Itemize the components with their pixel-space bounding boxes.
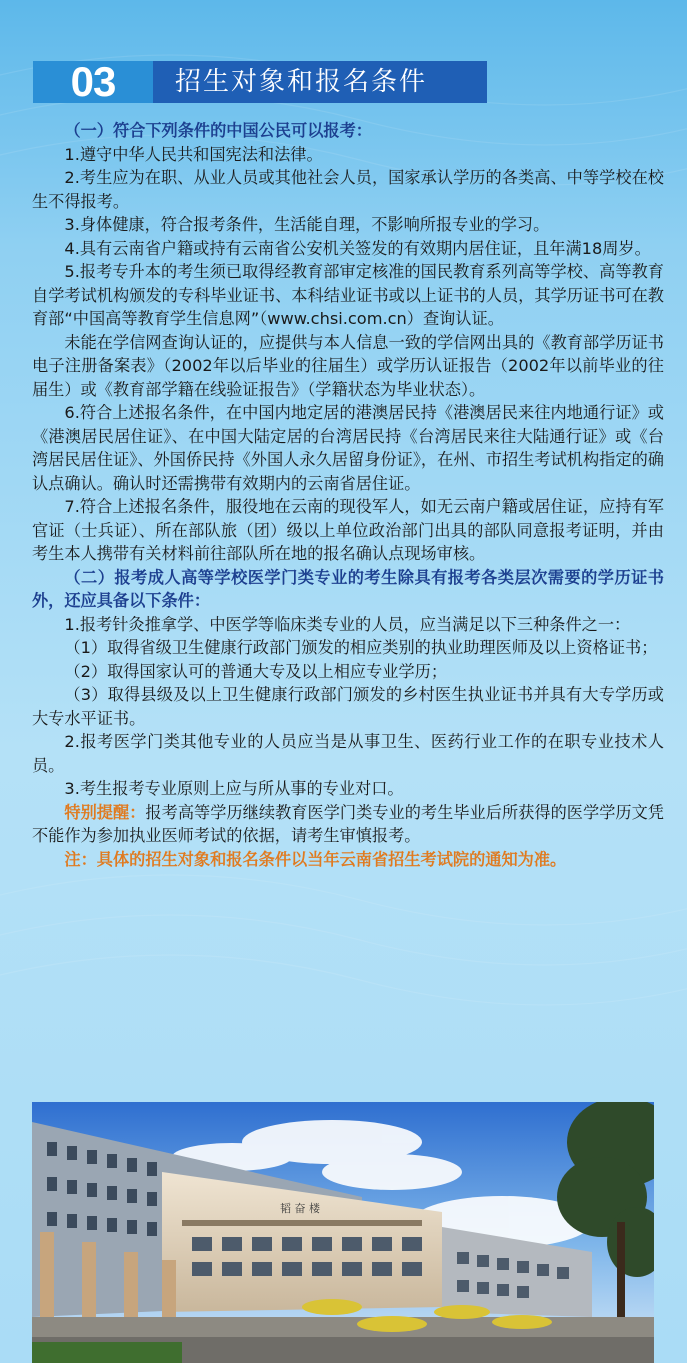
building-sign: 韬 奋 楼	[280, 1202, 320, 1215]
special-reminder	[32, 801, 664, 848]
section2-item: （1）取得省级卫生健康行政部门颁发的相应类别的执业助理医师及以上资格证书；	[64, 638, 658, 657]
section2-item: （3）取得县级及以上卫生健康行政部门颁发的乡村医生执业证书并具有大专学历或大专水平证书。	[32, 685, 664, 728]
section1-item: 7.符合上述报名条件，服役地在云南的现役军人，如无云南户籍或居住证，应持有军官证（士兵证）、所在部队旅（团）级以上单位政治部门出具的部队同意报考证明，并由考生本人携带有关材料前往部队所在地的报名确认点现场审核。	[32, 497, 664, 563]
section2-heading: （二）报考成人高等学校医学门类专业的考生除具有报考各类层次需要的学历证书外，还应具备以下条件：	[32, 567, 664, 610]
reminder-label: 特别提醒：	[64, 802, 146, 822]
section1-heading: （一）符合下列条件的中国公民可以报考：	[64, 121, 372, 140]
section1-item: 6.符合上述报名条件，在中国内地定居的港澳居民持《港澳居民来往内地通行证》或《港澳居民居住证》、在中国大陆定居的台湾居民持《台湾居民来往大陆通行证》或《台湾居民居住证》、外国侨民持《外国人永久居留身份证》，在州、市招生考试机构指定的确认点确认。确认时还需携带有效期内的云南省居住证。	[32, 403, 664, 493]
section1-item: 3.身体健康，符合报考条件，生活能自理，不影响所报专业的学习。	[64, 215, 550, 234]
section1-item: 2.考生应为在职、从业人员或其他社会人员，国家承认学历的各类高、中等学校在校生不得报考。	[32, 168, 664, 211]
section1-item: 4.具有云南省户籍或持有云南省公安机关签发的有效期内居住证，且年满18周岁。	[64, 238, 651, 258]
article-body	[32, 119, 664, 871]
section2-item: （2）取得国家认可的普通大专及以上相应专业学历；	[64, 661, 448, 681]
campus-building-photo	[32, 1102, 654, 1363]
section2-item: 3.考生报考专业原则上应与所从事的专业对口。	[64, 779, 404, 798]
reminder-text: 报考高等学历继续教育医学门类专业的考生毕业后所获得的医学学历文凭不能作为参加执业医师考试的依据，请考生审慎报考。	[32, 802, 664, 845]
section-header	[33, 58, 487, 105]
section2-item: 1.报考针灸推拿学、中医学等临床类专业的人员，应当满足以下三种条件之一：	[64, 614, 631, 634]
footnote: 注：具体的招生对象和报名条件以当年云南省招生考试院的通知为准。	[64, 849, 567, 869]
section1-item: 未能在学信网查询认证的，应提供与本人信息一致的学信网出具的《教育部学历证书电子注册备案表》（2002年以后毕业的往届生）或学历认证报告（2002年以前毕业的往届生）或《教育部学籍在线验证报告》（学籍状态为毕业状态）。	[32, 332, 664, 399]
section-title: 招生对象和报名条件	[153, 61, 487, 103]
section2-item: 2.报考医学门类其他专业的人员应当是从事卫生、医药行业工作的在职专业技术人员。	[32, 732, 664, 775]
section1-item: 1.遵守中华人民共和国宪法和法律。	[64, 144, 323, 164]
section-number: 03	[33, 61, 153, 103]
section1-item: 5.报考专升本的考生须已取得经教育部审定核准的国民教育系列高等学校、高等教育自学考试机构颁发的专科毕业证书、本科结业证书或以上证书的人员，其学历证书可在教育部“中国高等教育学生信息网”（www.chsi.com.cn）查询认证。	[32, 262, 664, 328]
